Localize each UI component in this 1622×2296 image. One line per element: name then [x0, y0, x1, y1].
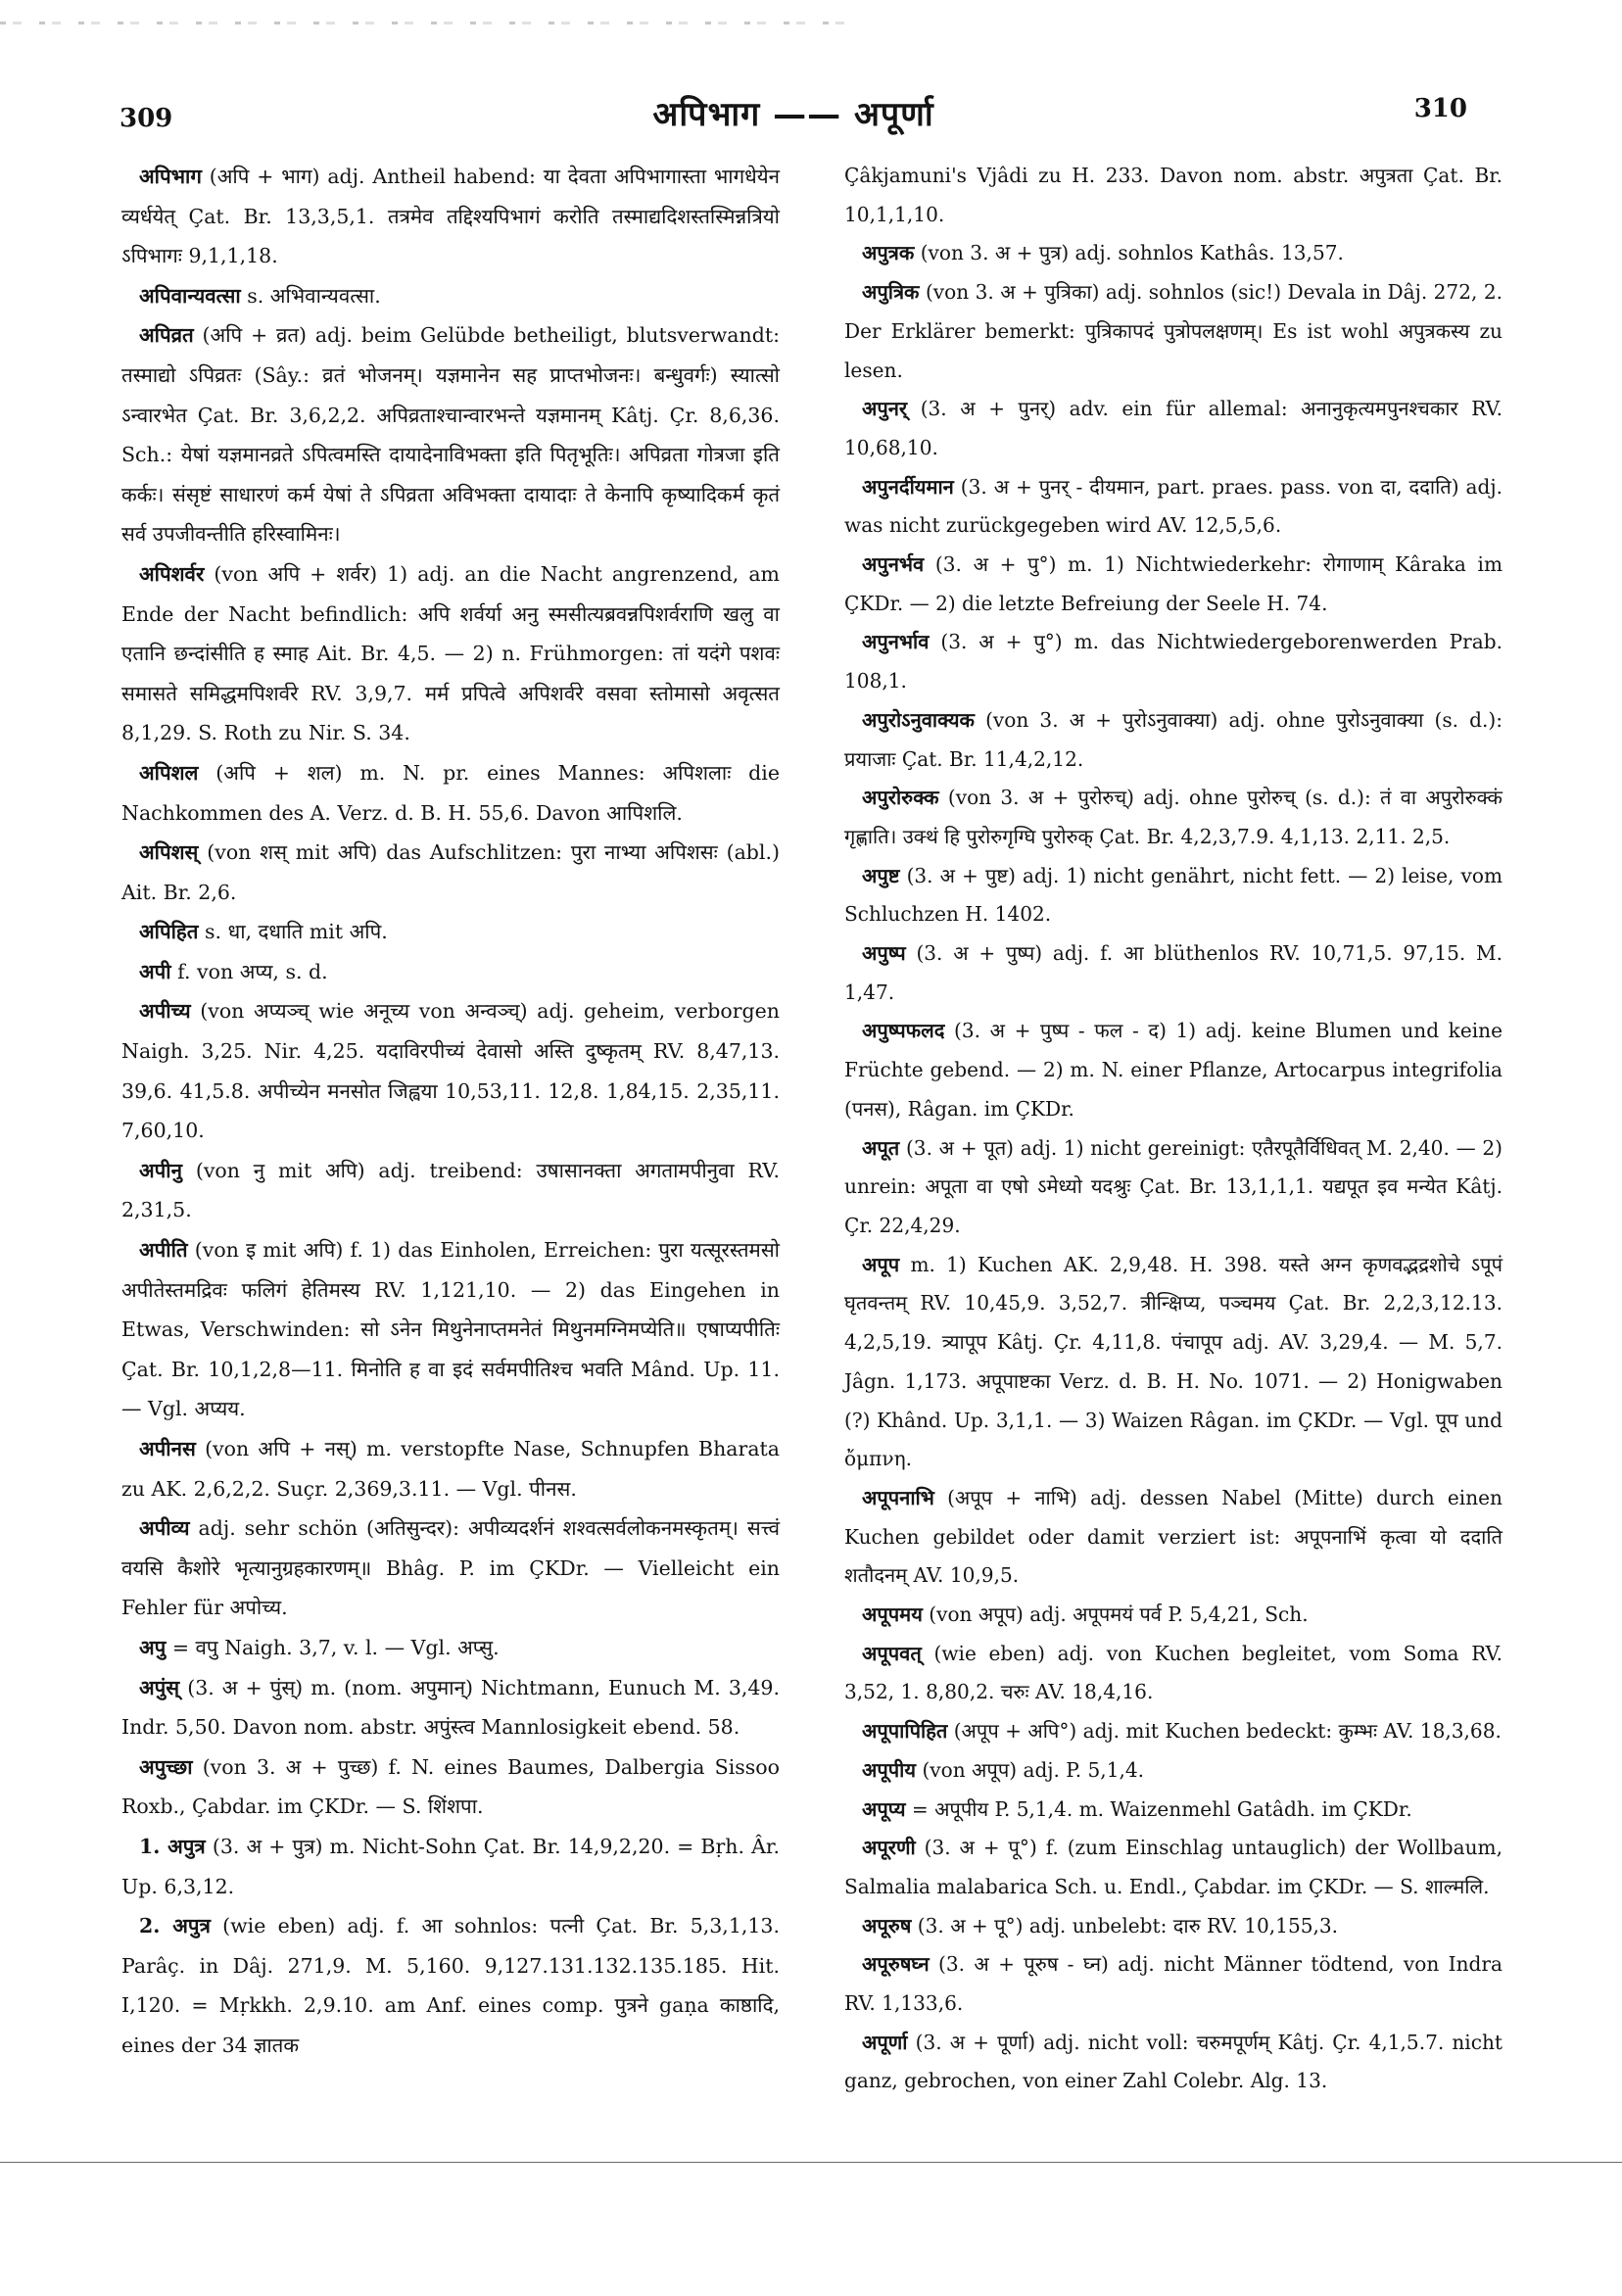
- entry-headword: अपुनर्: [862, 397, 908, 421]
- entry-headword: अपीव्य: [139, 1516, 190, 1541]
- entry-headword: अपीनस: [139, 1437, 196, 1460]
- entry-text: (3. अ + पुष्ट) adj. 1) nicht genährt, nicht fett. — 2) leise, vom Schluchzen H. 1402.: [844, 863, 1503, 927]
- entry-text: (von 3. अ + पुत्र) adj. sohnlos Kathâs. 13,57.: [920, 241, 1344, 265]
- entry-text: (von 3. अ + पुरोरुच्) adj. ohne पुरोरुच् (s. d.): तं वा अपुरोरुक्कं गृह्णाति। उक्थं हि पुरोरुगृग्घि पुरोरुक् Çat. Br. 4,2,3,7.9. 4,1,13. 2,11. 2,5.: [844, 786, 1503, 848]
- dictionary-entry: [844, 1829, 1503, 1906]
- entry-text: = वपु Naigh. 3,7, v. l. — Vgl. अप्सु.: [171, 1635, 500, 1659]
- entry-headword: अपुष्प: [862, 941, 906, 966]
- dictionary-entry: [844, 390, 1503, 467]
- entry-text: Çâkjamuni's Vjâdi zu H. 233. Davon nom. abstr. अपुत्रता Çat. Br. 10,1,1,10.: [844, 164, 1503, 226]
- dictionary-entry: [121, 315, 780, 554]
- dictionary-entry: [121, 753, 780, 833]
- dictionary-entry: [844, 2024, 1503, 2101]
- entry-headword: अपुरोरुक्क: [862, 786, 939, 810]
- dictionary-entry: [844, 1791, 1503, 1830]
- entry-headword: अपीति: [139, 1238, 188, 1263]
- entry-text: (wie eben) adj. f. आ sohnlos: पत्नी Çat. Br. 5,3,1,13. Parâç. in Dâj. 271,9. M. 5,160. 9,127.131.132.135.185. Hit. I,120. = Mṛkkh. 2,9.10. am Anf. eines comp. पुत्रने gaṇa काष्ठादि, eines der 34 ज्ञातक: [121, 1914, 780, 2057]
- entry-headword: अपिव्रत: [139, 323, 194, 348]
- entry-text: (von अप्यञ्च् wie अनूच्य von अन्वञ्च्) adj. geheim, verborgen Naigh. 3,25. Nir. 4,25. यदाविरपीच्यं देवासो अस्ति दुष्कृतम् RV. 8,47,13. 39,6. 41,5.8. अपीच्येन मनसोत जिह्वया 10,53,11. 12,8. 1,84,15. 2,35,11. 7,60,10.: [121, 999, 780, 1143]
- entry-text: adj. sehr schön (अतिसुन्दर): अपीव्यदर्शनं शश्वत्सर्वलोकनमस्कृतम्। सत्त्वं वयसि कैशोरे भृत्यानुग्रहकारणम्॥ Bhâg. P. im ÇKDr. — Vielleicht ein Fehler für अपोच्य.: [121, 1516, 780, 1620]
- entry-text: (von 3. अ + पुच्छ) f. N. eines Baumes, Dalbergia Sissoo Roxb., Çabdar. im ÇKDr. — S. शिंशपा.: [121, 1754, 780, 1819]
- entry-headword: अपूत: [862, 1135, 900, 1160]
- dictionary-entry: [121, 1429, 780, 1508]
- entry-headword: अपुष्ट: [862, 863, 900, 887]
- dictionary-entry: [844, 1945, 1503, 2023]
- entry-headword: अपूपीय: [862, 1757, 917, 1782]
- entry-text: (von अपि + नस्) m. verstopfte Nase, Schnupfen Bharata zu AK. 2,6,2,2. Suçr. 2,369,3.11. — Vgl. पीनस.: [121, 1437, 780, 1501]
- entry-headword: 1. अपुत्र: [139, 1834, 206, 1858]
- entry-headword: अपुनर्भव: [862, 552, 925, 577]
- entry-text: (3. अ + पूर्णा) adj. nicht voll: चरुमपूर्णम् Kâtj. Çr. 4,1,5.7. nicht ganz, gebrochen, von einer Zahl Colebr. Alg. 13.: [844, 2030, 1503, 2093]
- entry-text: (3. अ + पूरुष - घ्न) adj. nicht Männer tödtend, von Indra RV. 1,133,6.: [844, 1952, 1503, 2016]
- dictionary-entry: [121, 991, 780, 1150]
- entry-headword: अपूपवत्: [862, 1641, 922, 1665]
- entry-text: (von 3. अ + पुरोऽनुवाक्या) adj. ohne पुरोऽनुवाक्या (s. d.): प्रयाजाः Çat. Br. 11,4,2,12.: [844, 707, 1503, 771]
- entry-text: (अपूप + नाभि) adj. dessen Nabel (Mitte) durch einen Kuchen gebildet oder damit verziert ist: अपूपनाभिं कृत्वा यो ददाति शतौदनम् AV. 10,9,5.: [844, 1485, 1503, 1588]
- entry-text: (3. अ + पूत) adj. 1) nicht gereinigt: एतैरपूतैर्विधिवत् M. 2,40. — 2) unrein: अपूता वा एषो ऽमेध्यो यदश्रुः Çat. Br. 13,1,1,1. यद्यपूत इव मन्येत Kâtj. Çr. 22,4,29.: [844, 1135, 1503, 1237]
- entry-text: (wie eben) adj. von Kuchen begleitet, vom Soma RV. 3,52, 1. 8,80,2. चरुः AV. 18,4,16.: [844, 1641, 1503, 1704]
- running-title: अपिभाग —— अपूर्णा: [652, 95, 934, 134]
- entry-headword: अपिशस्: [139, 840, 199, 865]
- dictionary-entry: [121, 1827, 780, 1906]
- dictionary-entry: [121, 952, 780, 992]
- entry-headword: अपूपनाभि: [862, 1485, 934, 1509]
- entry-headword: अपी: [139, 959, 171, 983]
- entry-text: (अपि + शल) m. N. pr. eines Mannes: अपिशलाः die Nachkommen des A. Verz. d. B. H. 55,6. Davon आपिशलि.: [121, 760, 780, 825]
- entry-headword: अपिशल: [139, 760, 199, 785]
- entry-headword: अपिभाग: [139, 165, 202, 188]
- dictionary-entry: [121, 1230, 780, 1429]
- entry-text: (3. अ + पुनर् - दीयमान, part. praes. pass. von दा, ददाति) adj. was nicht zurückgegeben wird AV. 12,5,5,6.: [844, 474, 1503, 538]
- dictionary-entry: [121, 1668, 780, 1747]
- dictionary-entry: [121, 157, 780, 276]
- dictionary-entry: [121, 1906, 780, 2065]
- entry-headword: अपुत्रक: [862, 241, 915, 265]
- dictionary-entry: [121, 1628, 780, 1668]
- entry-headword: अपूपमय: [862, 1602, 923, 1627]
- dictionary-entry: [844, 934, 1503, 1012]
- page-number-right: 310: [1413, 94, 1467, 123]
- entry-text: (3. अ + पुष्प - फल - द) 1) adj. keine Blumen und keine Früchte gebend. — 2) m. N. einer Pflanze, Artocarpus integrifolia (पनस), Râgan. im ÇKDr.: [844, 1019, 1503, 1121]
- dictionary-entry: [844, 1479, 1503, 1596]
- dictionary-entry: [121, 833, 780, 912]
- dictionary-entry: [121, 1747, 780, 1827]
- entry-text: = अपूपीय P. 5,1,4. m. Waizenmehl Gatâdh. im ÇKDr.: [911, 1796, 1412, 1821]
- entry-text: (अपूप + अपि°) adj. mit Kuchen bedeckt: कुम्भः AV. 18,3,68.: [953, 1719, 1502, 1744]
- entry-headword: अपूप: [862, 1252, 900, 1276]
- entry-headword: अपिहित: [139, 920, 199, 944]
- dictionary-entry: [844, 1751, 1503, 1791]
- dictionary-entry: [844, 779, 1503, 856]
- entry-headword: अपूरुष: [862, 1913, 912, 1937]
- entry-text: (von नु mit अपि) adj. treibend: उषासानक्ता अगतामपीनुवा RV. 2,31,5.: [121, 1158, 780, 1222]
- entry-headword: अपुंस्: [139, 1675, 180, 1699]
- dictionary-entry: [121, 1151, 780, 1230]
- entry-text: (अपि + व्रत) adj. beim Gelübde betheiligt, blutsverwandt: तस्माद्यो ऽपिव्रतः (Sây.: व्रतं भोजनम्। यज्ञमानेन सह प्राप्तभोजनः। बन्धुवर्गः) स्यात्सो ऽन्वारभेत Çat. Br. 3,6,2,2. अपिव्रताश्चान्वारभन्ते यज्ञमानम् Kâtj. Çr. 8,6,36. Sch.: येषां यज्ञमानव्रते ऽपित्वमस्ति दायादेनाविभक्ता इति पितृभूतिः। अपिव्रता गोत्रजा इति कर्कः। संसृष्टं साधारणं कर्म येषां ते ऽपिव्रता अविभक्ता दायादाः ते केनापि कृष्यादिकर्म कृतं सर्व उपजीवन्तीति हरिस्वामिनः।: [121, 323, 780, 547]
- entry-headword: अपु: [139, 1635, 167, 1659]
- dictionary-entry: [121, 1508, 780, 1628]
- entry-headword: अपुरोऽनुवाक्यक: [862, 707, 975, 732]
- entry-headword: अपूरुषघ्न: [862, 1952, 930, 1977]
- entry-text: (3. अ + पुंस्) m. (nom. अपुमान्) Nichtmann, Eunuch M. 3,49. Indr. 5,50. Davon nom. abstr. अपुंस्त्व Mannlosigkeit ebend. 58.: [121, 1675, 780, 1740]
- entry-text: (von 3. अ + पुत्रिका) adj. sohnlos (sic!) Devala in Dâj. 272, 2. Der Erklärer bemerkt: पुत्रिकापदं पुत्रोपलक्षणम्। Es ist wohl अपुत्रकस्य zu lesen.: [844, 280, 1503, 382]
- entry-headword: अपीच्य: [139, 999, 191, 1024]
- right-column: [844, 157, 1503, 2101]
- dictionary-entry: [844, 157, 1503, 234]
- bottom-rule: [0, 2162, 1622, 2163]
- page-number-left: 309: [119, 104, 173, 133]
- dictionary-entry: [844, 1129, 1503, 1246]
- entry-text: (3. अ + पु°) m. das Nichtwiedergeborenwerden Prab. 108,1.: [844, 630, 1503, 694]
- entry-headword: अपीनु: [139, 1158, 182, 1182]
- entry-text: s. धा, दधाति mit अपि.: [205, 920, 388, 944]
- entry-text: (3. अ + पुष्प) adj. f. आ blüthenlos RV. 10,71,5. 97,15. M. 1,47.: [844, 941, 1503, 1004]
- entry-headword: अपूपापिहित: [862, 1719, 948, 1744]
- entry-text: (3. अ + पुत्र) m. Nicht-Sohn Çat. Br. 14,9,2,20. = Bṛh. Âr. Up. 6,3,12.: [121, 1834, 780, 1898]
- left-column: [121, 157, 780, 2066]
- entry-text: (von शस् mit अपि) das Aufschlitzen: पुरा नाभ्या अपिशसः (abl.) Ait. Br. 2,6.: [121, 840, 780, 904]
- entry-headword: अपुनर्दीयमान: [862, 474, 954, 499]
- entry-text: (अपि + भाग) adj. Antheil habend: या देवता अपिभागास्ता भागधेयेन व्यर्धयेत् Çat. Br. 13,3,5,1. तत्रमेव तद्दिश्यपिभागं करोति तस्माद्यदिशस्तस्मिन्नत्रियो ऽपिभागः 9,1,1,18.: [121, 165, 780, 268]
- entry-text: (von अपूप) adj. अपूपमयं पर्व P. 5,4,21, Sch.: [929, 1602, 1309, 1627]
- dictionary-entry: [844, 701, 1503, 779]
- entry-headword: अपिवान्यवत्सा: [139, 283, 241, 308]
- entry-headword: अपुत्रिक: [862, 280, 920, 305]
- entry-text: (von अपूप) adj. P. 5,1,4.: [922, 1757, 1145, 1782]
- entry-text: (von इ mit अपि) f. 1) das Einholen, Erreichen: पुरा यत्सूरस्तमसो अपीतेस्तमद्रिवः फलिगं हेतिमस्य RV. 1,121,10. — 2) das Eingehen in Etwas, Verschwinden: सो ऽनेन मिथुनेनाप्तमनेतं मिथुनमग्निमप्येति॥ एषाप्यपीतिः Çat. Br. 10,1,2,8—11. मिनोति ह वा इदं सर्वमपीतिश्च भवति Mând. Up. 11. — Vgl. अप्यय.: [121, 1238, 780, 1421]
- dictionary-entry: [844, 273, 1503, 390]
- entry-text: (3. अ + पु°) m. 1) Nichtwiederkehr: रोगाणाम् Kâraka im ÇKDr. — 2) die letzte Befreiung der Seele H. 74.: [844, 552, 1503, 615]
- dictionary-entry: [844, 234, 1503, 273]
- entry-text: m. 1) Kuchen AK. 2,9,48. H. 398. यस्ते अग्न कृणवद्भद्रशोचे ऽपूपं घृतवन्तम् RV. 10,45,9. 3,52,7. त्रीन्क्षिप्य, पञ्चमय Çat. Br. 2,2,3,12.13. 4,2,5,19. त्र्यापूप Kâtj. Çr. 4,11,8. पंचापूप adj. AV. 3,29,4. — M. 5,7. Jâgn. 1,173. अपूपाष्टका Verz. d. B. H. No. 1071. — 2) Honigwaben (?) Khând. Up. 3,1,1. — 3) Waizen Râgan. im ÇKDr. — Vgl. पूप und ὄμπνη.: [844, 1252, 1503, 1471]
- entry-text: f. von अप्य, s. d.: [177, 959, 328, 983]
- dictionary-entry: [844, 857, 1503, 934]
- entry-text: (von अपि + शर्वर) 1) adj. an die Nacht angrenzend, am Ende der Nacht befindlich: अपि शर्वर्या अनु स्मसीत्यब्रवन्नपिशर्वराणि खलु वा एतानि छन्दांसीति ह स्माह Ait. Br. 4,5. — 2) n. Frühmorgen: तां यदंगे पशवः समासते समिद्धमपिशर्वरे RV. 3,9,7. मर्म प्रपित्वे अपिशर्वरे वसवा स्तोमासो अवृत्सत 8,1,29. S. Roth zu Nir. S. 34.: [121, 561, 780, 745]
- dictionary-entry: [844, 1635, 1503, 1712]
- dictionary-entry: [844, 1907, 1503, 1946]
- entry-text: (3. अ + पू°) f. (zum Einschlag untauglich) der Wollbaum, Salmalia malabarica Sch. u. Endl., Çabdar. im ÇKDr. — S. शाल्मलि.: [844, 1836, 1503, 1898]
- entry-headword: अपुच्छा: [139, 1754, 193, 1779]
- entry-headword: 2. अपुत्र: [139, 1914, 211, 1938]
- entry-headword: अपूरणी: [862, 1836, 916, 1860]
- entry-text: (3. अ + पू°) adj. unbelebt: दारु RV. 10,155,3.: [917, 1913, 1339, 1937]
- dictionary-entry: [121, 554, 780, 753]
- dictionary-entry: [121, 912, 780, 952]
- entry-headword: अपुष्पफलद: [862, 1019, 945, 1043]
- dictionary-entry: [844, 623, 1503, 700]
- page-header: [119, 90, 1467, 149]
- entry-text: (3. अ + पुनर्) adv. ein für allemal: अनानुकृत्यमपुनश्चकार RV. 10,68,10.: [844, 397, 1503, 459]
- entry-headword: अपिशर्वर: [139, 561, 205, 586]
- dictionary-entry: [844, 1012, 1503, 1128]
- scan-artifact: [0, 22, 862, 24]
- dictionary-entry: [121, 276, 780, 316]
- dictionary-entry: [844, 1712, 1503, 1751]
- entry-headword: अपूर्णा: [862, 2030, 908, 2054]
- entry-headword: अपुनर्भाव: [862, 630, 930, 654]
- dictionary-entry: [844, 546, 1503, 623]
- entry-text: s. अभिवान्यवत्सा.: [247, 283, 381, 308]
- dictionary-entry: [844, 1246, 1503, 1479]
- entry-headword: अपूप्य: [862, 1796, 906, 1821]
- dictionary-entry: [844, 468, 1503, 546]
- dictionary-entry: [844, 1596, 1503, 1635]
